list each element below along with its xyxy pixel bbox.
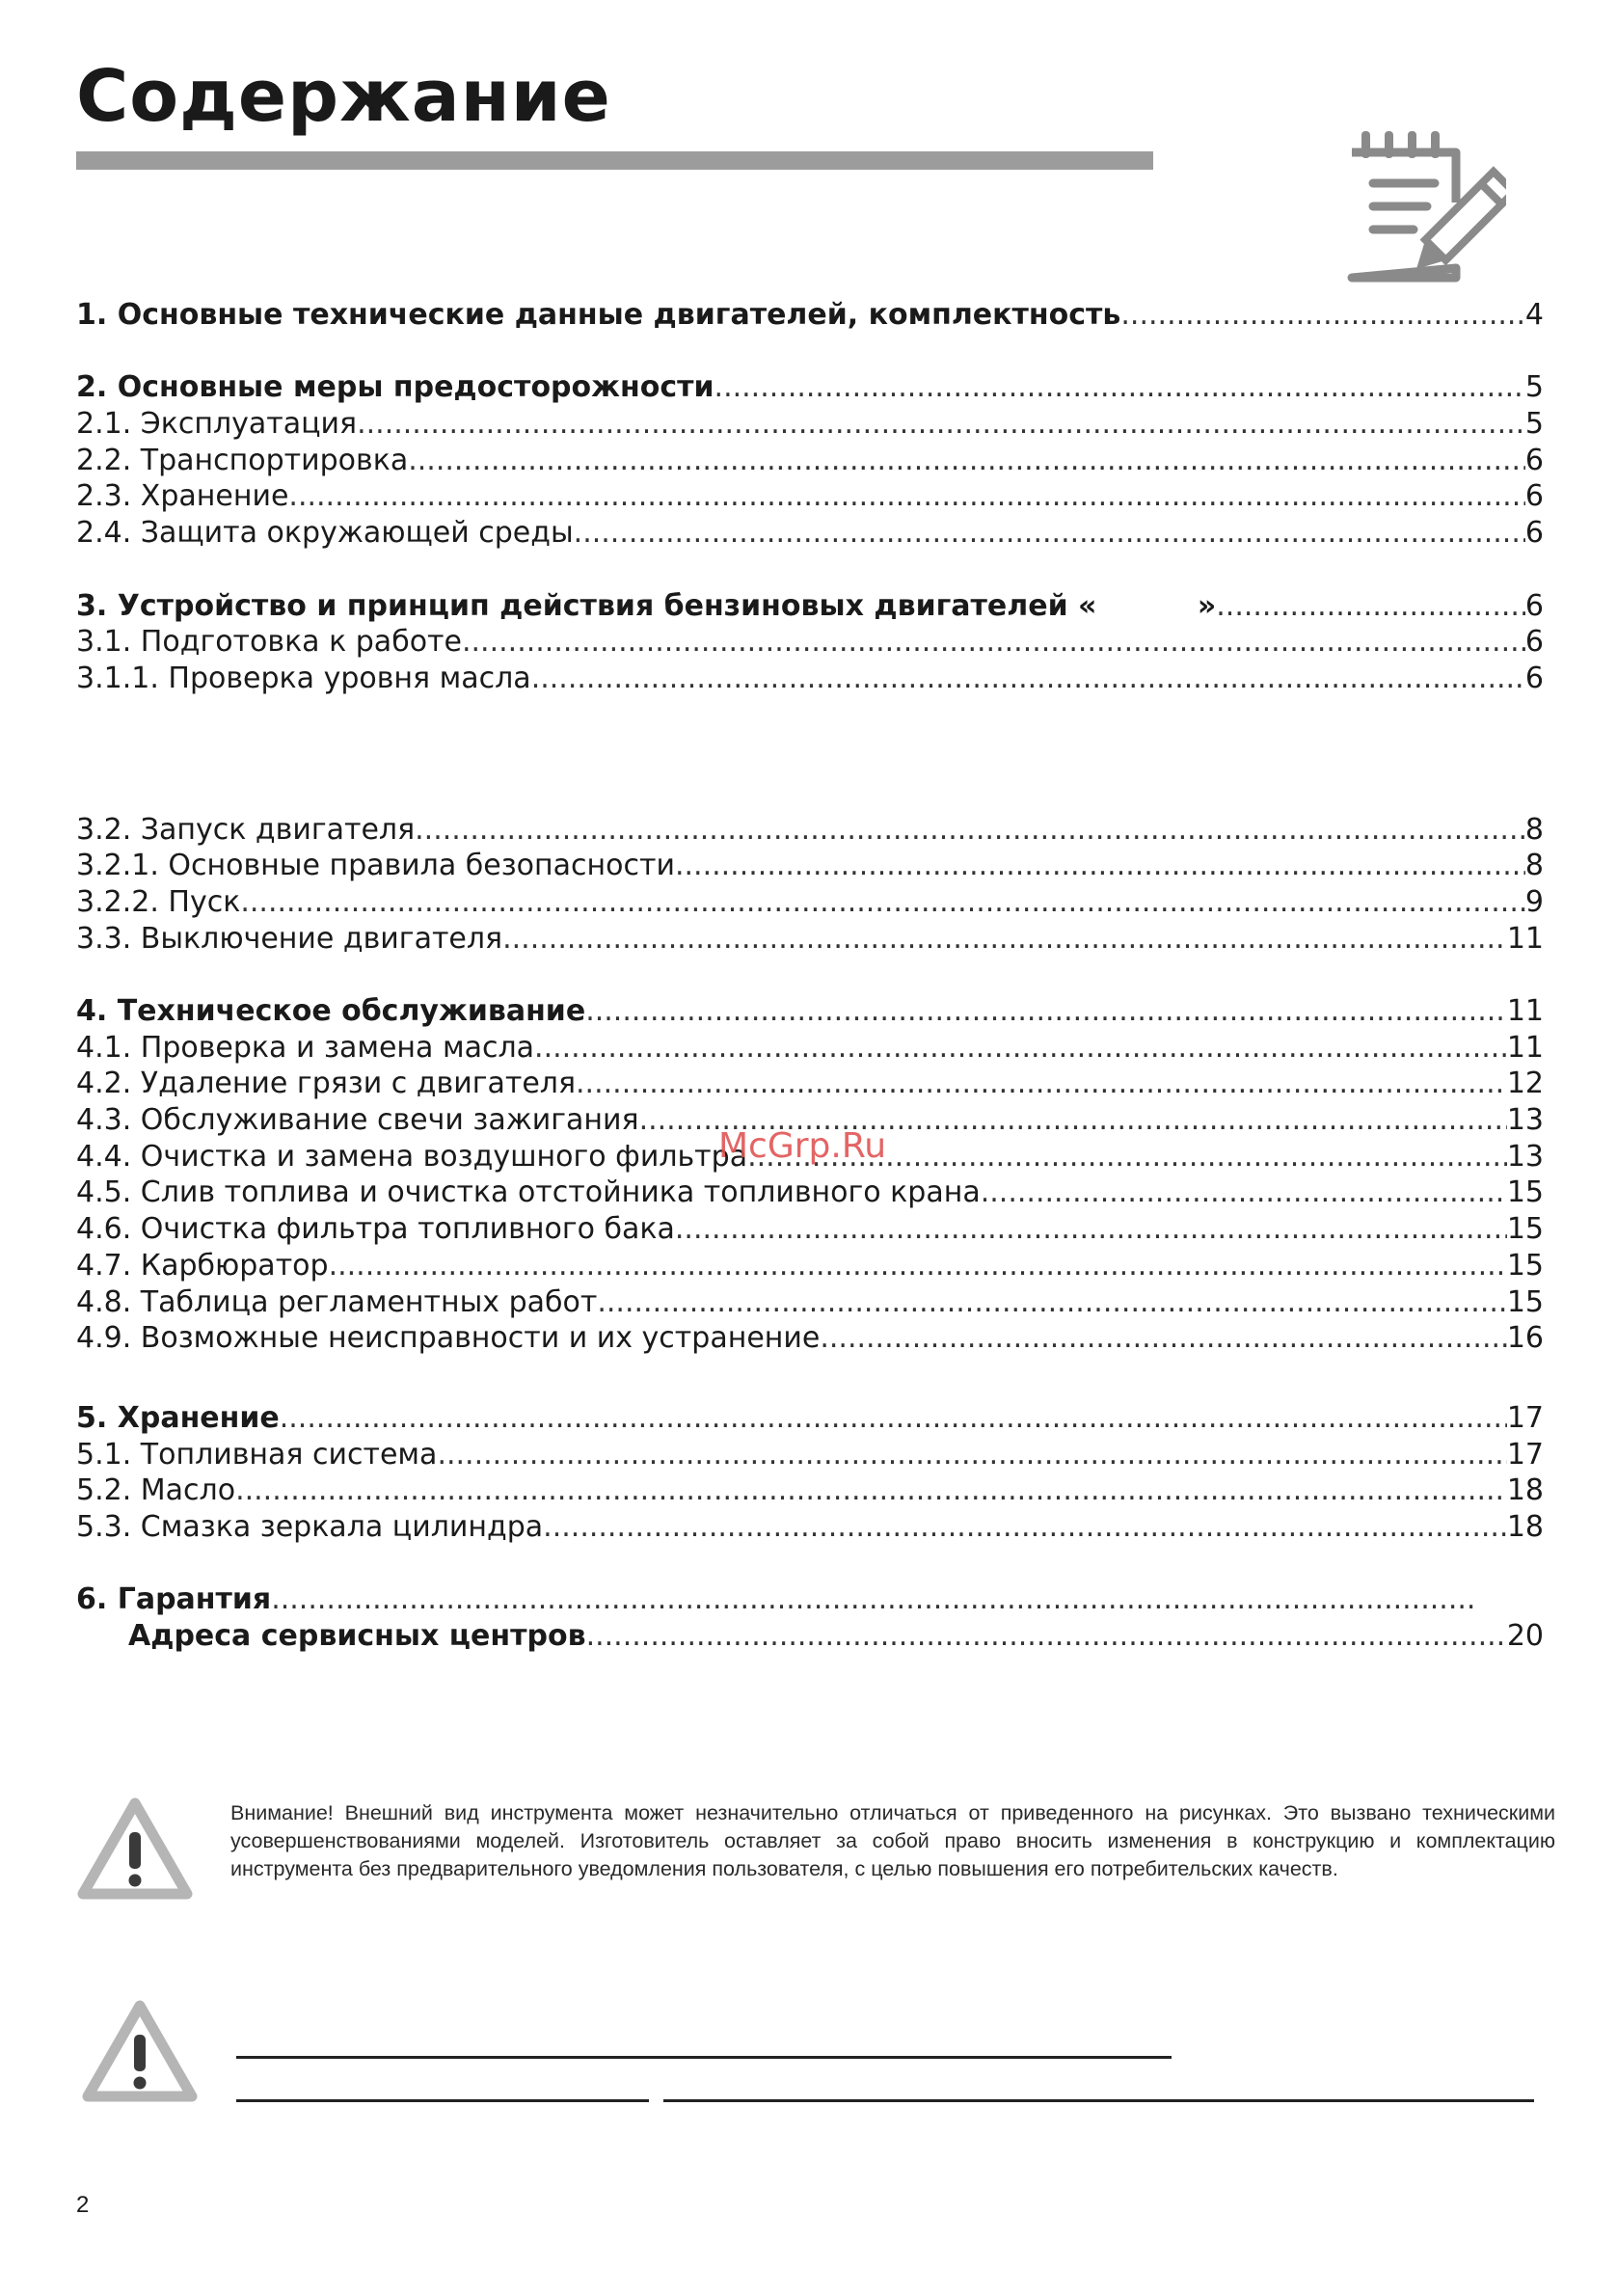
leader-dots [574, 515, 1525, 552]
toc-label: 4.6. Очистка фильтра топливного бака [76, 1212, 675, 1247]
toc-page: 8 [1524, 812, 1544, 847]
leader-dots [981, 1175, 1507, 1211]
toc-page: 11 [1506, 994, 1544, 1028]
toc-entry-4-6[interactable] [76, 1211, 1544, 1248]
toc-label: 3.2.2. Пуск [76, 884, 241, 919]
toc-entry-2[interactable] [76, 369, 1544, 406]
leader-dots [675, 1211, 1507, 1248]
toc-entry-4-1[interactable] [76, 1030, 1544, 1067]
toc-label: 3.1. Подготовка к работе [76, 625, 462, 660]
page-title: Содержание [76, 55, 611, 138]
leader-dots [462, 624, 1525, 661]
toc-label: 2.1. Эксплуатация [76, 407, 358, 442]
toc-label: 1. Основные технические данные двигателей, комплектность [76, 298, 1121, 332]
toc-entry-3[interactable] [76, 588, 1544, 625]
toc-entry-4-5[interactable] [76, 1175, 1544, 1211]
toc-page: 15 [1506, 1248, 1544, 1283]
leader-dots [597, 1284, 1506, 1321]
leader-dots [675, 848, 1525, 884]
table-of-contents [76, 297, 1544, 1655]
toc-label: 2.4. Защита окружающей среды [76, 516, 574, 551]
toc-page: 11 [1506, 1030, 1544, 1065]
toc-entry-3-1-1[interactable] [76, 661, 1544, 697]
leader-dots [235, 1472, 1507, 1509]
blank-line [236, 2056, 1172, 2059]
leader-dots [502, 921, 1507, 958]
leader-dots [586, 1618, 1507, 1655]
toc-page: 6 [1524, 516, 1544, 551]
leader-dots [280, 1400, 1507, 1437]
leader-dots [534, 1030, 1507, 1067]
toc-page: 11 [1506, 921, 1544, 956]
toc-entry-5-3[interactable] [76, 1509, 1544, 1546]
toc-label: 5. Хранение [76, 1400, 280, 1435]
toc-label: 5.2. Масло [76, 1473, 236, 1508]
blank-line [663, 2099, 1534, 2102]
page-number: 2 [76, 2192, 90, 2218]
toc-label: 5.1. Топливная система [76, 1437, 438, 1472]
title-underline-bar [76, 151, 1153, 170]
toc-label: 4.3. Обслуживание свечи зажигания [76, 1103, 639, 1138]
toc-page: 15 [1506, 1284, 1544, 1319]
toc-label: 2.2. Транспортировка [76, 443, 409, 477]
leader-dots [271, 1581, 1474, 1618]
leader-dots [357, 406, 1525, 443]
toc-entry-4-7[interactable] [76, 1248, 1544, 1284]
toc-label: 6. Гарантия [76, 1582, 272, 1617]
toc-entry-3-2-2[interactable] [76, 884, 1544, 921]
toc-label: 4.2. Удаление грязи с двигателя [76, 1067, 577, 1101]
leader-dots [437, 1437, 1506, 1473]
toc-page: 13 [1506, 1103, 1544, 1138]
toc-label: 2. Основные меры предосторожности [76, 370, 714, 405]
warning-triangle-icon [80, 1998, 200, 2104]
toc-label: 3.2. Запуск двигателя [76, 812, 416, 847]
toc-label: 4.5. Слив топлива и очистка отстойника топливного крана [76, 1175, 981, 1210]
toc-page: 17 [1506, 1400, 1544, 1435]
leader-dots [576, 1066, 1507, 1102]
toc-label: 4.4. Очистка и замена воздушного фильтра [76, 1139, 748, 1174]
leader-dots [288, 478, 1525, 515]
toc-page: 6 [1524, 661, 1544, 695]
toc-page: 5 [1524, 407, 1544, 442]
toc-entry-5[interactable] [76, 1400, 1544, 1437]
toc-entry-5-1[interactable] [76, 1437, 1544, 1473]
toc-label: 3.3. Выключение двигателя [76, 921, 503, 956]
leader-dots [585, 993, 1507, 1030]
toc-label: Адреса сервисных центров [128, 1619, 586, 1653]
toc-entry-5-2[interactable] [76, 1472, 1544, 1509]
toc-page: 17 [1506, 1437, 1544, 1472]
leader-dots [1120, 297, 1525, 334]
toc-entry-4-8[interactable] [76, 1284, 1544, 1321]
leader-dots [240, 884, 1525, 921]
leader-dots [543, 1509, 1507, 1546]
toc-label: 3.2.1. Основные правила безопасности [76, 849, 675, 883]
toc-page: 5 [1524, 370, 1544, 405]
toc-page: 6 [1524, 625, 1544, 660]
leader-dots [408, 443, 1525, 479]
toc-entry-4-9[interactable] [76, 1320, 1544, 1357]
leader-dots [714, 369, 1525, 406]
toc-label: 4. Техническое обслуживание [76, 994, 586, 1028]
toc-page: 18 [1506, 1473, 1544, 1508]
blank-line [236, 2099, 649, 2102]
toc-entry-service-centers[interactable] [76, 1618, 1544, 1655]
toc-label: 4.9. Возможные неисправности и их устранение [76, 1321, 821, 1356]
notice-text: Внимание! Внешний вид инструмента может незначительно отличаться от приведенного на рисунках. Это вызвано техническими усовершенствованиями моделей. Изготовитель оставляет за собой право вносить изменения в конструкцию и комплектацию инструмента без предварительного уведомления пользователя, с целью повышения его потребительских качеств. [230, 1801, 1555, 1880]
toc-label: 2.3. Хранение [76, 479, 289, 514]
toc-entry-6[interactable] [76, 1581, 1474, 1618]
toc-page: 13 [1506, 1139, 1544, 1174]
toc-page: 4 [1524, 298, 1544, 332]
watermark: McGrp.Ru [718, 1126, 887, 1166]
toc-page: 6 [1524, 588, 1544, 623]
toc-entry-3-3[interactable] [76, 921, 1544, 958]
toc-page: 16 [1506, 1321, 1544, 1356]
leader-dots [329, 1248, 1507, 1284]
toc-label: 4.8. Таблица регламентных работ [76, 1284, 598, 1319]
toc-page: 20 [1506, 1619, 1544, 1653]
toc-entry-3-2[interactable] [76, 812, 1544, 849]
toc-entry-2-2[interactable] [76, 443, 1544, 479]
toc-label: 3. Устройство и принцип действия бензиновых двигателей « » [76, 588, 1217, 623]
leader-dots [415, 812, 1525, 849]
toc-entry-2-1[interactable] [76, 406, 1544, 443]
toc-entry-3-1[interactable] [76, 624, 1544, 661]
toc-label: 5.3. Смазка зеркала цилиндра [76, 1509, 544, 1544]
toc-page: 15 [1506, 1212, 1544, 1247]
leader-dots [1216, 588, 1525, 625]
toc-page: 15 [1506, 1175, 1544, 1210]
toc-page: 9 [1524, 884, 1544, 919]
toc-page: 12 [1506, 1067, 1544, 1101]
toc-entry-4-2[interactable] [76, 1066, 1544, 1102]
toc-page: 8 [1524, 849, 1544, 883]
toc-page: 6 [1524, 443, 1544, 477]
toc-entry-4[interactable] [76, 993, 1544, 1030]
leader-dots [531, 661, 1525, 697]
toc-page: 6 [1524, 479, 1544, 514]
toc-page: 18 [1506, 1509, 1544, 1544]
toc-label: 3.1.1. Проверка уровня масла [76, 661, 531, 695]
notepad-pencil-icon [1340, 123, 1506, 289]
toc-label: 4.1. Проверка и замена масла [76, 1030, 535, 1065]
toc-entry-2-4[interactable] [76, 515, 1544, 552]
toc-entry-1[interactable] [76, 297, 1544, 334]
leader-dots [820, 1320, 1506, 1357]
toc-label: 4.7. Карбюратор [76, 1248, 329, 1283]
toc-entry-2-3[interactable] [76, 478, 1544, 515]
toc-entry-3-2-1[interactable] [76, 848, 1544, 884]
warning-triangle-icon [75, 1796, 195, 1902]
